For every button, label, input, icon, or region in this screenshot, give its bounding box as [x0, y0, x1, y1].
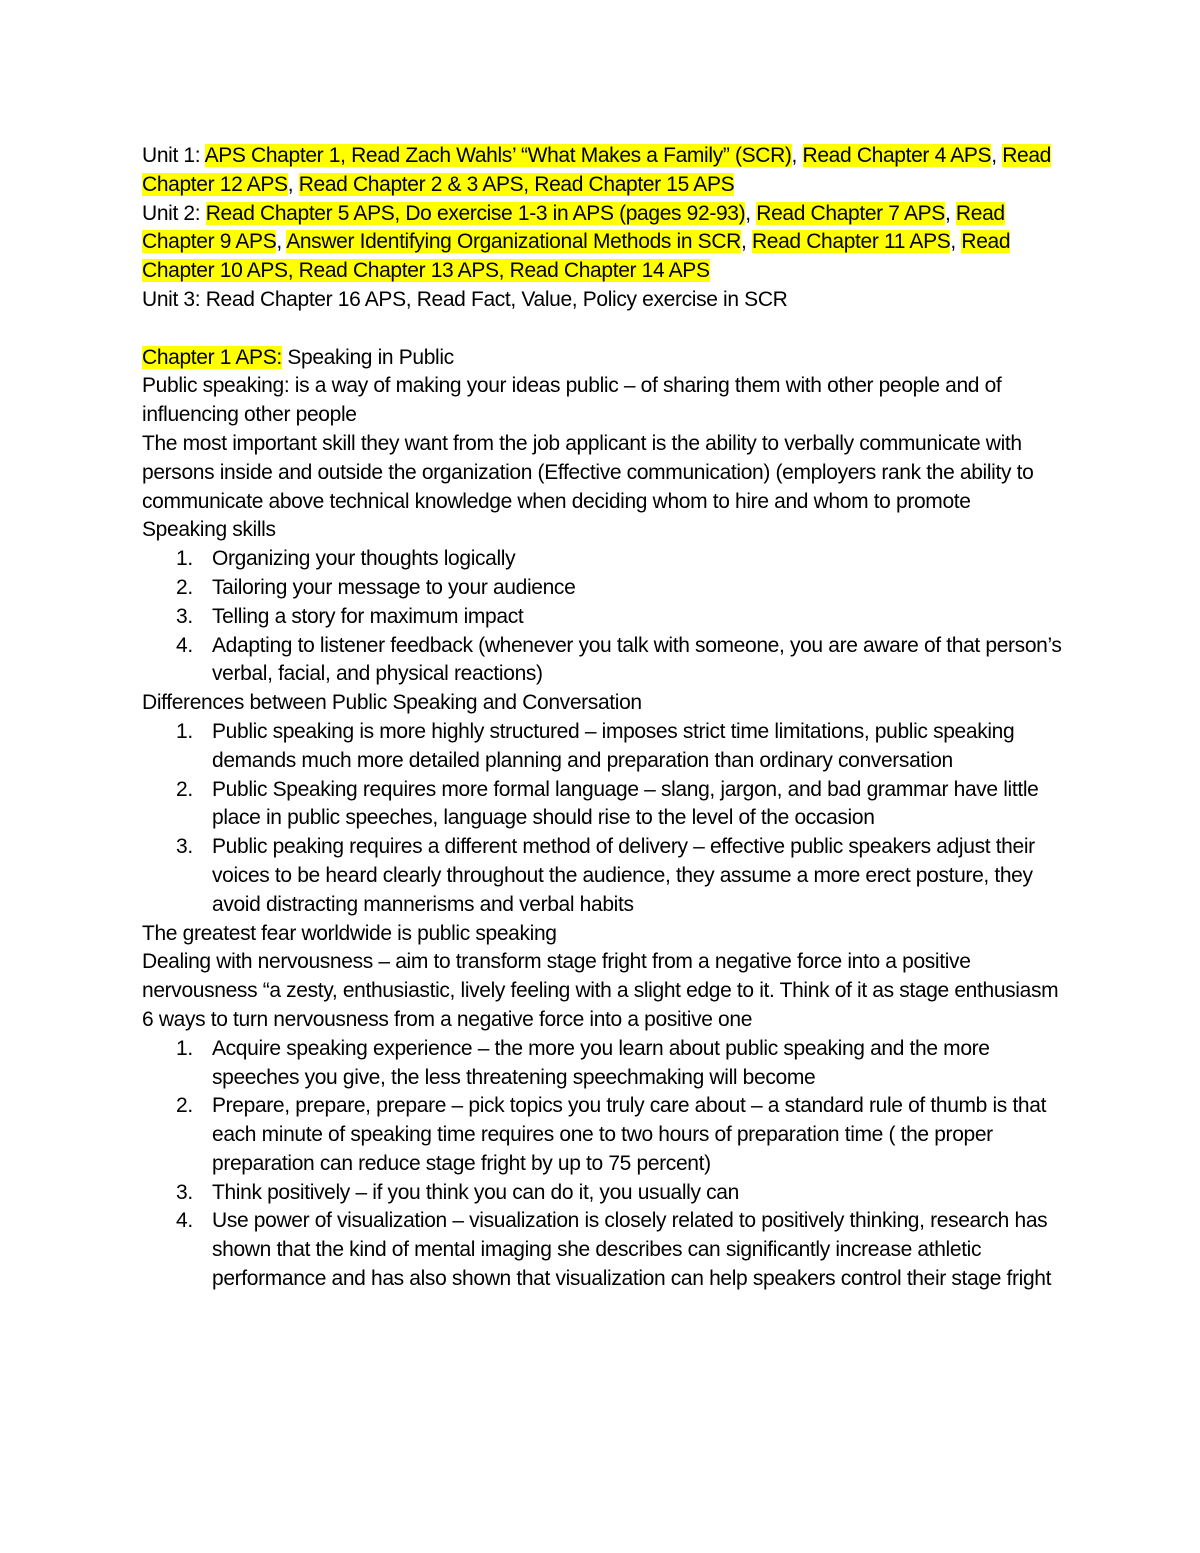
- list-number: 2.: [176, 1094, 193, 1118]
- list-item-text: Organizing your thoughts logically: [212, 547, 516, 571]
- list-item: [142, 718, 1070, 776]
- list-item: [142, 1035, 1070, 1093]
- list-item: [142, 574, 1070, 603]
- highlighted-assignment: Answer Identifying Organizational Methods in SCR: [286, 230, 741, 254]
- list-item-text: Adapting to listener feedback (whenever you talk with someone, you are aware of that person’s verbal, facial, and physical reactions): [212, 633, 1062, 686]
- note-paragraph: Dealing with nervousness – aim to transform stage fright from a negative force into a positive nervousness “a zesty, enthusiastic, lively feeling with a slight edge to it. Think of it as stage enthusiasm: [142, 950, 1059, 1003]
- note-paragraph: Public speaking: is a way of making your ideas public – of sharing them with other people and of influencing other people: [142, 374, 1002, 427]
- list-item: [142, 776, 1070, 834]
- assignment-text: ,: [791, 144, 803, 167]
- highlighted-assignment: Read Chapter 12 APS: [142, 144, 1051, 196]
- note-paragraph: The greatest fear worldwide is public speaking: [142, 921, 557, 945]
- list-number: 3.: [176, 604, 193, 628]
- assignment-text: ,: [991, 144, 1003, 167]
- list-number: 4.: [176, 1209, 193, 1233]
- list-number: 1.: [176, 1036, 193, 1060]
- unit-label: Unit 3:: [142, 287, 206, 311]
- assignment-text: ,: [944, 201, 956, 225]
- list-item-text: Prepare, prepare, prepare – pick topics you truly care about – a standard rule of thumb is that each minute of speaking time requires one to two hours of preparation time ( the proper preparation can reduce stage fright by up to 75 percent): [212, 1094, 1047, 1175]
- highlighted-assignment: Read Chapter 2 & 3 APS, Read Chapter 15 APS: [298, 172, 735, 196]
- list-number: 2.: [176, 777, 193, 801]
- list-item-text: Public peaking requires a different method of delivery – effective public speakers adjust their voices to be heard clearly throughout the audience, they assume a more erect posture, they avoid distracting mannerisms and verbal habits: [212, 835, 1035, 916]
- unit-line: [142, 142, 1070, 200]
- chapter-notes: [142, 372, 1070, 1294]
- list-item-text: Acquire speaking experience – the more you learn about public speaking and the more speeches you give, the less threatening speechmaking will become: [212, 1036, 990, 1089]
- assignment-text: ,: [276, 230, 287, 254]
- list-item: [142, 603, 1070, 632]
- list-item: [142, 833, 1070, 919]
- list-number: 3.: [176, 835, 193, 859]
- unit-line: [142, 286, 1070, 315]
- document-page: [142, 142, 1070, 1294]
- list-item-text: Tailoring your message to your audience: [212, 575, 576, 599]
- chapter-title: Speaking in Public: [281, 345, 454, 369]
- unit-label: Unit 1:: [142, 144, 205, 167]
- chapter-heading: [142, 344, 1070, 373]
- note-paragraph: 6 ways to turn nervousness from a negative force into a positive one: [142, 1007, 753, 1031]
- note-paragraph: Speaking skills: [142, 518, 276, 542]
- chapter-label: Chapter 1 APS:: [142, 345, 282, 369]
- unit-label: Unit 2:: [142, 201, 206, 225]
- assignment-text: ,: [745, 201, 757, 225]
- list-number: 3.: [176, 1180, 193, 1204]
- list-number: 2.: [176, 575, 193, 599]
- highlighted-assignment: Read Chapter 9 APS: [142, 201, 1005, 254]
- list-item-text: Think positively – if you think you can do it, you usually can: [212, 1180, 739, 1204]
- assignment-text: ,: [287, 172, 299, 196]
- list-item: [142, 1207, 1070, 1293]
- note-paragraph: Differences between Public Speaking and Conversation: [142, 691, 642, 715]
- list-item: [142, 632, 1070, 690]
- highlighted-assignment: Read Chapter 4 APS: [802, 144, 992, 167]
- list-item-text: Public speaking is more highly structured – imposes strict time limitations, public speaking demands much more detailed planning and preparation than ordinary conversation: [212, 719, 1015, 772]
- list-number: 1.: [176, 547, 193, 571]
- assignment-text: ,: [950, 230, 962, 254]
- numbered-list: [142, 545, 1070, 689]
- list-item-text: Use power of visualization – visualization is closely related to positively thinking, research has shown that the kind of mental imaging she describes can significantly increase athletic performance and has also shown that visualization can help speakers control their stage fright: [212, 1209, 1052, 1291]
- assignment-text: Read Chapter 16 APS, Read Fact, Value, Policy exercise in SCR: [205, 287, 788, 311]
- list-item: [142, 1092, 1070, 1178]
- highlighted-assignment: APS Chapter 1, Read Zach Wahls’ “What Makes a Family” (SCR): [204, 144, 792, 167]
- blank-line: [142, 315, 1070, 344]
- highlighted-assignment: Read Chapter 10 APS, Read Chapter 13 APS, Read Chapter 14 APS: [142, 230, 1011, 283]
- list-item-text: Public Speaking requires more formal language – slang, jargon, and bad grammar have little place in public speeches, language should rise to the level of the occasion: [212, 777, 1039, 830]
- list-number: 4.: [176, 633, 193, 657]
- numbered-list: [142, 1035, 1070, 1294]
- list-item: [142, 1179, 1070, 1208]
- list-number: 1.: [176, 719, 193, 743]
- highlighted-assignment: Read Chapter 11 APS: [751, 230, 951, 254]
- unit-line: [142, 200, 1070, 286]
- highlighted-assignment: Read Chapter 5 APS, Do exercise 1-3 in APS (pages 92-93): [205, 201, 746, 225]
- list-item-text: Telling a story for maximum impact: [212, 604, 524, 628]
- highlighted-assignment: Read Chapter 7 APS: [756, 201, 945, 225]
- assignment-text: ,: [740, 230, 752, 254]
- unit-reading-list: [142, 142, 1070, 315]
- note-paragraph: The most important skill they want from the job applicant is the ability to verbally communicate with persons inside and outside the organization (Effective communication) (employers rank the ability to communicate above technical knowledge when deciding whom to hire and whom to promote: [142, 431, 1034, 513]
- list-item: [142, 545, 1070, 574]
- numbered-list: [142, 718, 1070, 920]
